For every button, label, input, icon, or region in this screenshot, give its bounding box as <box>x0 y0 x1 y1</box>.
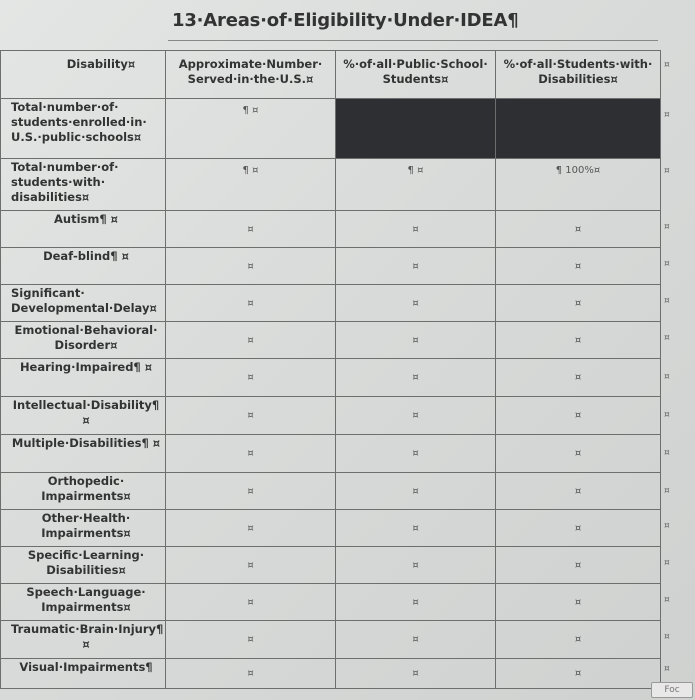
cell-pct-students-disabilities: ¶ 100%¤ <box>496 159 661 211</box>
table-row <box>1 99 661 159</box>
cell-pct-public-school: ¤ <box>336 584 496 621</box>
cell-pct-students-disabilities: ¤ <box>496 510 661 547</box>
cell-pct-public-school: ¤ <box>336 621 496 659</box>
focus-indicator: Foc <box>651 682 693 698</box>
cell-pct-students-disabilities: ¤ <box>496 621 661 659</box>
row-label: Significant· Developmental·Delay¤ <box>1 285 166 322</box>
table-row <box>1 584 661 621</box>
cell-approx-number: ¤ <box>166 473 336 510</box>
row-end-mark: ¤ <box>664 60 670 70</box>
cell-pct-public-school: ¤ <box>336 435 496 473</box>
row-end-mark: ¤ <box>664 521 670 531</box>
cell-pct-students-disabilities: ¤ <box>496 435 661 473</box>
eligibility-table <box>0 50 661 689</box>
cell-pct-public-school: ¤ <box>336 211 496 248</box>
cell-pct-public-school: ¤ <box>336 285 496 322</box>
table-row <box>1 547 661 584</box>
cell-pct-public-school: ¤ <box>336 473 496 510</box>
row-label: Autism¶ ¤ <box>1 211 166 248</box>
row-label: Hearing·Impaired¶ ¤ <box>1 359 166 397</box>
header-row <box>1 51 661 99</box>
row-label: Other·Health· Impairments¤ <box>1 510 166 547</box>
cell-pct-students-disabilities: ¤ <box>496 322 661 359</box>
cell-pct-public-school: ¤ <box>336 659 496 689</box>
table-row <box>1 510 661 547</box>
header-approx-number: Approximate·Number· Served·in·the·U.S.¤ <box>166 51 336 99</box>
row-label: Intellectual·Disability¶ ¤ <box>1 397 166 435</box>
row-label: Total·number·of· students·with· disabilities¤ <box>1 159 166 211</box>
cell-pct-students-disabilities: ¤ <box>496 547 661 584</box>
row-end-mark: ¤ <box>664 448 670 458</box>
row-end-mark: ¤ <box>664 296 670 306</box>
cell-approx-number: ¤ <box>166 510 336 547</box>
table-row <box>1 621 661 659</box>
row-label: Traumatic·Brain·Injury¶ ¤ <box>1 621 166 659</box>
row-end-mark: ¤ <box>664 259 670 269</box>
cell-approx-number: ¤ <box>166 584 336 621</box>
table-row <box>1 322 661 359</box>
row-end-mark: ¤ <box>664 486 670 496</box>
cell-pct-students-disabilities: ¤ <box>496 473 661 510</box>
cell-approx-number: ¤ <box>166 211 336 248</box>
cell-pct-students-disabilities: ¤ <box>496 584 661 621</box>
cell-approx-number: ¤ <box>166 659 336 689</box>
row-label: Speech·Language· Impairments¤ <box>1 584 166 621</box>
table-row <box>1 397 661 435</box>
row-label: Deaf-blind¶ ¤ <box>1 248 166 285</box>
row-end-mark: ¤ <box>664 595 670 605</box>
cell-pct-public-school: ¤ <box>336 547 496 584</box>
cell-pct-students-disabilities: ¤ <box>496 285 661 322</box>
table-row <box>1 473 661 510</box>
row-label: Orthopedic· Impairments¤ <box>1 473 166 510</box>
header-pct-public-school: %·of·all·Public·School· Students¤ <box>336 51 496 99</box>
row-end-mark: ¤ <box>664 333 670 343</box>
cell-approx-number: ¶ ¤ <box>166 159 336 211</box>
cell-pct-public-school: ¤ <box>336 248 496 285</box>
cell-approx-number: ¤ <box>166 285 336 322</box>
cell-pct-students-disabilities: ¤ <box>496 359 661 397</box>
cell-pct-students-disabilities: ¤ <box>496 397 661 435</box>
cell-approx-number: ¤ <box>166 547 336 584</box>
document-title: 13·Areas·of·Eligibility·Under·IDEA¶ <box>172 10 519 31</box>
row-end-mark: ¤ <box>664 222 670 232</box>
table-row <box>1 159 661 211</box>
header-disability: Disability¤ <box>1 51 166 99</box>
row-label: Total·number·of· students·enrolled·in· U.S.·public·schools¤ <box>1 99 166 159</box>
row-end-mark: ¤ <box>664 110 670 120</box>
cell-pct-students-disabilities: ¤ <box>496 659 661 689</box>
cell-pct-students-disabilities: ¤ <box>496 248 661 285</box>
table-row <box>1 659 661 689</box>
cell-approx-number: ¤ <box>166 435 336 473</box>
cell-approx-number: ¤ <box>166 322 336 359</box>
cell-approx-number: ¤ <box>166 248 336 285</box>
row-end-mark: ¤ <box>664 166 670 176</box>
cell-pct-public-school: ¤ <box>336 397 496 435</box>
row-label: Visual·Impairments¶ <box>1 659 166 689</box>
cell-pct-public-school: ¤ <box>336 510 496 547</box>
cell-pct-public-school: ¤ <box>336 359 496 397</box>
table-row <box>1 211 661 248</box>
row-label: Multiple·Disabilities¶ ¤ <box>1 435 166 473</box>
cell-approx-number: ¤ <box>166 359 336 397</box>
cell-pct-public-school: ¶ ¤ <box>336 159 496 211</box>
table-row <box>1 285 661 322</box>
row-label: Specific·Learning· Disabilities¤ <box>1 547 166 584</box>
row-end-mark: ¤ <box>664 558 670 568</box>
row-end-mark: ¤ <box>664 632 670 642</box>
table-row <box>1 435 661 473</box>
title-rule <box>168 40 658 41</box>
cell-pct-students-disabilities: ¤ <box>496 211 661 248</box>
cell-shaded <box>336 99 496 159</box>
cell-shaded <box>496 99 661 159</box>
cell-approx-number: ¤ <box>166 397 336 435</box>
header-pct-students-disabilities: %·of·all·Students·with· Disabilities¤ <box>496 51 661 99</box>
cell-approx-number: ¤ <box>166 621 336 659</box>
cell-approx-number: ¶ ¤ <box>166 99 336 159</box>
row-end-mark: ¤ <box>664 372 670 382</box>
row-end-mark: ¤ <box>664 664 670 674</box>
cell-pct-public-school: ¤ <box>336 322 496 359</box>
row-label: Emotional·Behavioral· Disorder¤ <box>1 322 166 359</box>
table-row <box>1 359 661 397</box>
table-row <box>1 248 661 285</box>
row-end-mark: ¤ <box>664 410 670 420</box>
